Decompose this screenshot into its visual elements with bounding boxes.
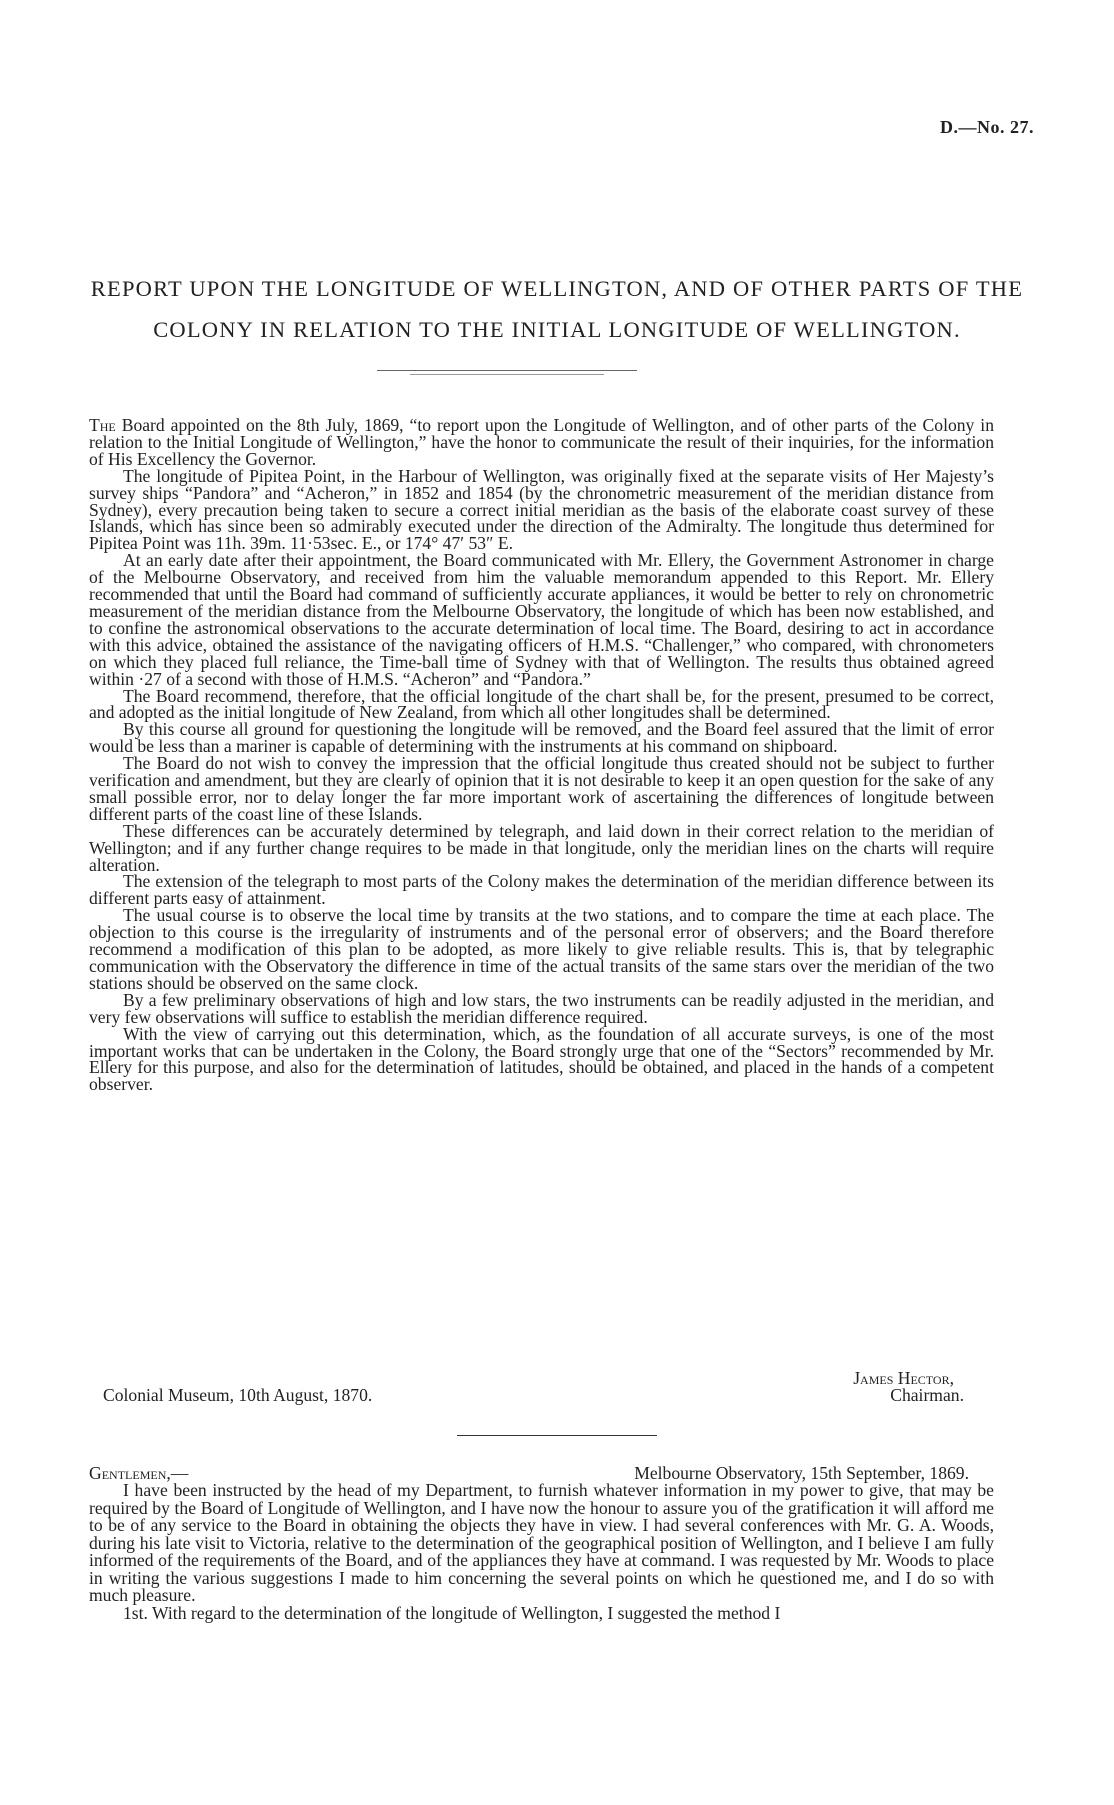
report-paragraph-2: The longitude of Pipitea Point, in the Harbour of Wellington, was originally fixed at the separate visits of Her Majesty’s survey ships “Pandora” and “Acheron,” in 1852 and 1854 (by the chronometric measurement of the meridian distance from Sydney), every precaution being taken to secure a correct initial meridian as the basis of the elaborate coast survey of these Islands, which has since been so admirably executed under the direction of the Admiralty. The longitude thus determined for Pipitea Point was 11h. 39m. 11·53sec. E., or 174° 47′ 53″ E. bbox=[89, 465, 994, 554]
report-paragraph-1-text: Board appointed on the 8th July, 1869, “to report upon the Longitude of Wellington, and of other parts of the Colony in relation to the Initial Longitude of Wellington,” have the honor to communicate the result of their inquiries, for the information of His Excellency the Governor. bbox=[89, 415, 994, 469]
report-title-line-1: REPORT UPON THE LONGITUDE OF WELLINGTON, AND OF OTHER PARTS OF THE bbox=[90, 276, 1024, 301]
letter-body bbox=[89, 1482, 994, 1622]
report-paragraph-7: These differences can be accurately determined by telegraph, and laid down in their correct relation to the meridian of Wellington; and if any further change requires to be made in that longitude, only the meridian lines on the charts will require alteration. bbox=[89, 820, 994, 875]
letter-paragraph-1: I have been instructed by the head of my Department, to furnish whatever information in my power to give, that may be required by the Board of Longitude of Wellington, and I have now the honour to assure you of the gratification it will afford me to be of any service to the Board in obtaining the objects they have in view. I had several conferences with Mr. G. A. Woods, during his late visit to Victoria, relative to the determination of the geographical position of Wellington, and I believe I am fully informed of the requirements of the Board, and of the appliances they have at command. I was requested by Mr. Woods to place in writing the various suggestions I made to him concerning the several points on which he questioned me, and I do so with much pleasure. bbox=[89, 1480, 994, 1605]
letter-place-date: Melbourne Observatory, 15th September, 1869. bbox=[634, 1463, 969, 1483]
signature-place-line bbox=[89, 1387, 994, 1404]
report-title bbox=[60, 268, 1054, 350]
report-paragraph-5: By this course all ground for questioning the longitude will be removed, and the Board feel assured that the limit of error would be less than a mariner is capable of determining with the instruments at his command on shipboard. bbox=[89, 719, 994, 757]
report-paragraph-10: By a few preliminary observations of high and low stars, the two instruments can be readily adjusted in the meridian, and very few observations will suffice to establish the meridian difference required. bbox=[89, 989, 994, 1027]
signature-role: Chairman. bbox=[890, 1385, 964, 1405]
opening-word: The bbox=[89, 415, 116, 435]
report-body bbox=[89, 417, 994, 1093]
signature-place-date: Colonial Museum, 10th August, 1870. bbox=[103, 1385, 373, 1405]
title-rule bbox=[377, 370, 637, 371]
report-paragraph-8: The extension of the telegraph to most parts of the Colony makes the determination of the meridian difference between its different parts easy of attainment. bbox=[89, 871, 994, 909]
report-title-line-2: COLONY IN RELATION TO THE INITIAL LONGITUDE OF WELLINGTON. bbox=[153, 317, 961, 342]
page-reference: D.—No. 27. bbox=[940, 117, 1034, 137]
report-paragraph-11: With the view of carrying out this determination, which, as the foundation of all accurate surveys, is one of the most important works that can be undertaken in the Colony, the Board strongly urge that one of the “Sectors” recommended by Mr. Ellery for this purpose, and also for the determination of latitudes, should be obtained, and placed in the hands of a competent observer. bbox=[89, 1023, 994, 1095]
report-paragraph-3: At an early date after their appointment, the Board communicated with Mr. Ellery, the Government Astronomer in charge of the Melbourne Observatory, and received from him the valuable memorandum appended to this Report. Mr. Ellery recommended that until the Board had command of sufficiently accurate appliances, it would be better to rely on chronometric measurement of the meridian distance from the Melbourne Observatory, the longitude of which has been now established, and to confine the astronomical observations to the accurate determination of local time. The Board, desiring to act in accordance with this advice, obtained the assistance of the navigating officers of H.M.S. “Challenger,” who compared, with chronometers on which they placed full reliance, the Time-ball time of Sydney with that of Wellington. The results thus obtained agreed within ·27 of a second with those of H.M.S. “Acheron” and “Pandora.” bbox=[89, 550, 994, 689]
report-paragraph-6: The Board do not wish to convey the impression that the official longitude thus created should not be subject to further verification and amendment, but they are clearly of opinion that it is not desirable to keep it an open question for the sake of any small possible error, nor to delay longer the far more important work of ascertaining the differences of longitude between different parts of the coast line of these Islands. bbox=[89, 753, 994, 824]
title-rule-inner bbox=[410, 374, 604, 375]
report-paragraph-4: The Board recommend, therefore, that the official longitude of the chart shall be, for the present, presumed to be correct, and adopted as the initial longitude of New Zealand, from which all other longitudes shall be determined. bbox=[89, 685, 994, 723]
signature-name: James Hector, bbox=[853, 1368, 954, 1388]
letter-salutation: Gentlemen,— bbox=[89, 1463, 189, 1483]
section-divider bbox=[457, 1435, 657, 1436]
report-paragraph-1 bbox=[89, 417, 994, 468]
report-signoff bbox=[89, 1370, 994, 1404]
letter-paragraph-2: 1st. With regard to the determination of the longitude of Wellington, I suggested the method I bbox=[123, 1602, 781, 1623]
report-paragraph-9: The usual course is to observe the local time by transits at the two stations, and to compare the time at each place. The objection to this course is the irregularity of instruments and of the personal error of observers; and the Board therefore recommend a modification of this plan to be adopted, as more likely to give reliable results. This is, that by telegraphic communication with the Observatory the difference in time of the actual transits of the same stars over the meridian of the two stations should be observed on the same clock. bbox=[89, 905, 994, 993]
